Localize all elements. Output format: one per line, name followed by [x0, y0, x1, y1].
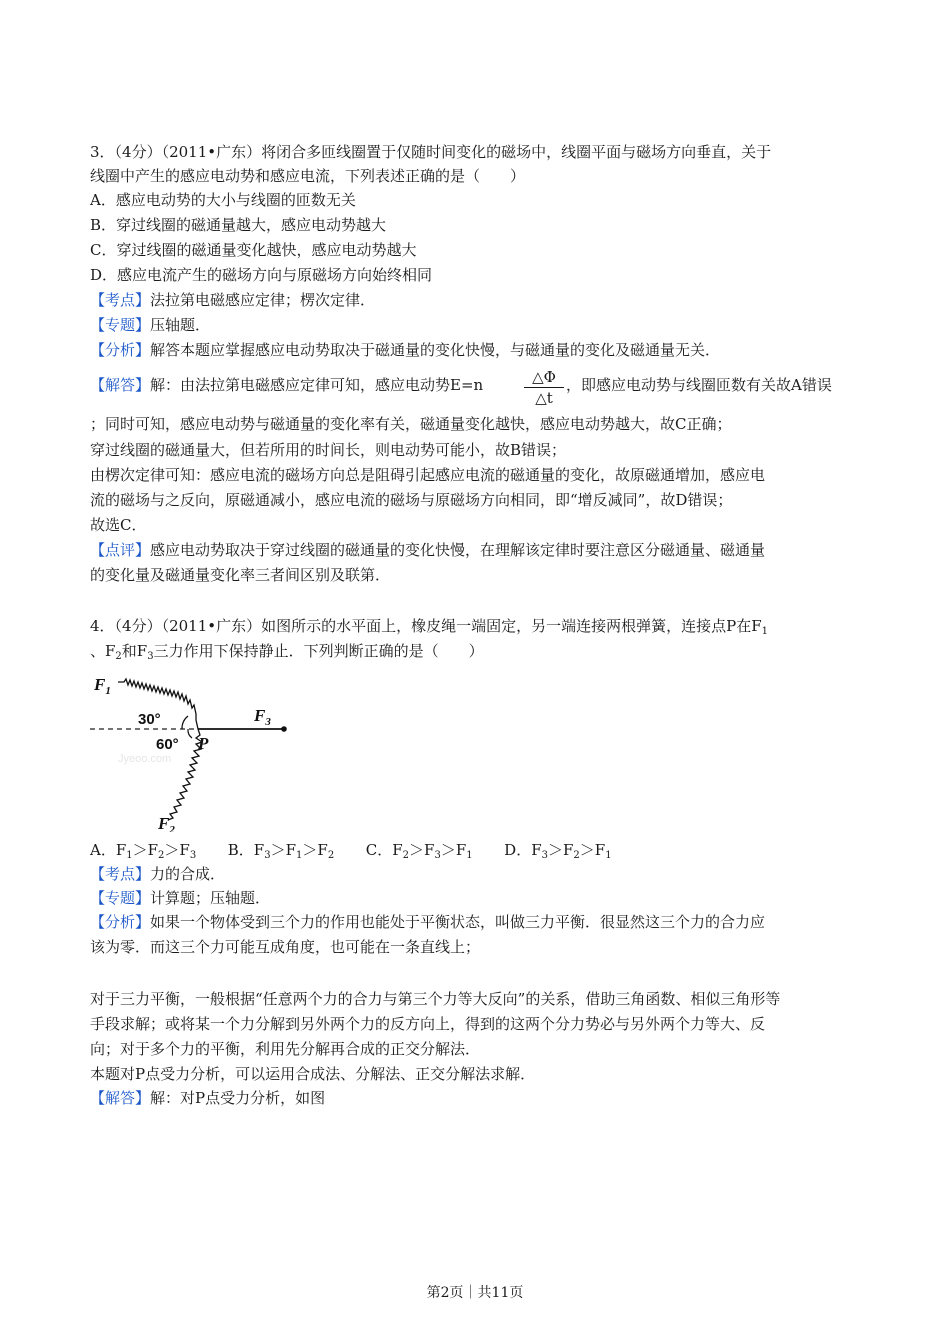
q3-jieda-line3: 由楞次定律可知：感应电流的磁场方向总是阻碍引起感应电流的磁通量的变化，故原磁通增加，感应电: [90, 466, 766, 484]
q4-kaodian: [90, 864, 225, 884]
subscript: 2: [115, 651, 122, 662]
angle-label-30: 30°: [138, 711, 161, 728]
q4-stem-line1: [90, 616, 768, 636]
q4-stem-text: 、F: [90, 642, 116, 660]
q4-fenxi: [90, 912, 765, 932]
fenxi-tag: 【分析】: [90, 913, 151, 931]
zhuanti-tag: 【专题】: [90, 889, 151, 907]
q4-option-d: D．$F_3>F_2>F_1$: [504, 841, 612, 861]
q4-fenxi-line2: 该为零．而这三个力可能互成角度，也可能在一条直线上；: [90, 938, 481, 956]
kaodian-text: 法拉第电磁感应定律；楞次定律．: [150, 291, 376, 309]
subscript: 3: [147, 651, 154, 662]
q4-option-a: A．$F_1>F_2>F_3$: [90, 841, 197, 861]
angle-label-60: 60°: [156, 736, 179, 753]
q4-stem-text: 4．（4分）（2011•广东）如图所示的水平面上，橡皮绳一端固定，另一端连接两根弹簧，连接点P在F: [90, 617, 762, 635]
q4-para-line4: 本题对P点受力分析，可以运用合成法、分解法、正交分解法求解．: [90, 1065, 536, 1083]
fraction-denominator: △t: [535, 389, 553, 407]
angle-arc-60: [188, 729, 192, 738]
q4-para-line2: 手段求解；或将某一个力分解到另外两个力的反方向上，得到的这两个分力势必与另外两个力等大、反: [90, 1015, 766, 1033]
q4-stem-text: 三力作用下保持静止．下列判断正确的是（ ）: [153, 642, 484, 660]
jieda-text: 解：对P点受力分析，如图: [150, 1089, 326, 1107]
f3-endpoint: [281, 726, 287, 732]
q3-jieda-line5: 故选C．: [90, 516, 147, 534]
label-f1: $F_1$: [94, 675, 111, 697]
q3-jieda-line4: 流的磁场与之反向，原磁通减小，感应电流的磁场与原磁场方向相同，即“增反减同”，故D错误；: [90, 491, 733, 509]
dianping-tag: 【点评】: [90, 541, 151, 559]
fenxi-text: 解答本题应掌握感应电动势取决于磁通量的变化快慢，与磁通量的变化及磁通量无关．: [150, 341, 721, 359]
subscript: 1: [761, 626, 768, 637]
q3-dianping: [90, 540, 765, 560]
q4-options-row: [90, 840, 612, 860]
q4-zhuanti: [90, 888, 270, 908]
jieda-text-pre: 解：由法拉第电磁感应定律可知，感应电动势E=n: [150, 376, 484, 394]
q4-option-b: B．$F_3>F_1>F_2$: [227, 841, 335, 861]
fraction-numerator: △Φ: [532, 368, 556, 386]
dianping-text: 感应电动势取决于穿过线圈的磁通量的变化快慢，在理解该定律时要注意区分磁通量、磁通量: [150, 541, 766, 559]
page-footer: 第2页｜共11页: [426, 1285, 524, 1301]
q3-option-a: A．感应电动势的大小与线圈的匝数无关: [90, 191, 356, 209]
q4-option-c: C．$F_2>F_3>F_1$: [365, 841, 473, 861]
zhuanti-tag: 【专题】: [90, 316, 151, 334]
q4-stem-line2: [90, 641, 484, 661]
jieda-tag: 【解答】: [90, 1089, 151, 1107]
kaodian-tag: 【考点】: [90, 291, 151, 309]
q3-jieda-line2: 穿过线圈的磁通量大，但若所用的时间长，则电动势可能小，故B错误；: [90, 441, 567, 459]
q3-zhuanti: [90, 315, 210, 335]
q3-option-b: B．穿过线圈的磁通量越大，感应电动势越大: [90, 216, 387, 234]
angle-arc-30: [182, 716, 188, 729]
q3-stem-line2: 线圈中产生的感应电动势和感应电流，下列表述正确的是（ ）: [90, 167, 526, 185]
zhuanti-text: 压轴题．: [150, 316, 211, 334]
q3-stem-line1: 3．（4分）（2011•广东）将闭合多匝线圈置于仅随时间变化的磁场中，线圈平面与磁场方向垂直，关于: [90, 143, 772, 161]
fraction-bar: [524, 387, 564, 388]
fenxi-tag: 【分析】: [90, 341, 151, 359]
q3-jieda-line1: ；同时可知，感应电动势与磁通量的变化率有关，磁通量变化越快，感应电动势越大，故C正确；: [90, 415, 732, 433]
q3-jieda-post: ，即感应电动势与线圈匝数有关故A错误: [566, 376, 832, 394]
zhuanti-text: 计算题；压轴题．: [150, 889, 271, 907]
q4-stem-text: 和F: [121, 642, 148, 660]
q3-option-d: D．感应电流产生的磁场方向与原磁场方向始终相同: [90, 266, 433, 284]
q3-option-c: C．穿过线圈的磁通量变化越快，感应电动势越大: [90, 241, 417, 259]
jieda-tag: 【解答】: [90, 376, 151, 394]
q4-para-line3: 向；对于多个力的平衡，利用先分解再合成的正交分解法．: [90, 1040, 481, 1058]
point-label-p: P: [198, 734, 209, 753]
q3-kaodian: [90, 290, 375, 310]
q3-dianping-line2: 的变化量及磁通量变化率三者间区别及联第．: [90, 566, 391, 584]
label-f3: $F_3$: [254, 706, 271, 728]
watermark: Jyeoo.com: [118, 753, 172, 765]
q3-fenxi: [90, 340, 720, 360]
kaodian-text: 力的合成．: [150, 865, 226, 883]
fenxi-text: 如果一个物体受到三个力的作用也能处于平衡状态，叫做三力平衡．很显然这三个力的合力应: [150, 913, 766, 931]
q4-jieda: [90, 1088, 325, 1108]
emf-fraction: [524, 368, 564, 407]
label-f2: $F_2$: [158, 814, 175, 832]
q3-jieda: [90, 375, 483, 395]
force-diagram: [88, 672, 298, 832]
q4-para-line1: 对于三力平衡，一般根据“任意两个力的合力与第三个力等大反向”的关系，借助三角函数、相似三角形等: [90, 990, 781, 1008]
kaodian-tag: 【考点】: [90, 865, 151, 883]
